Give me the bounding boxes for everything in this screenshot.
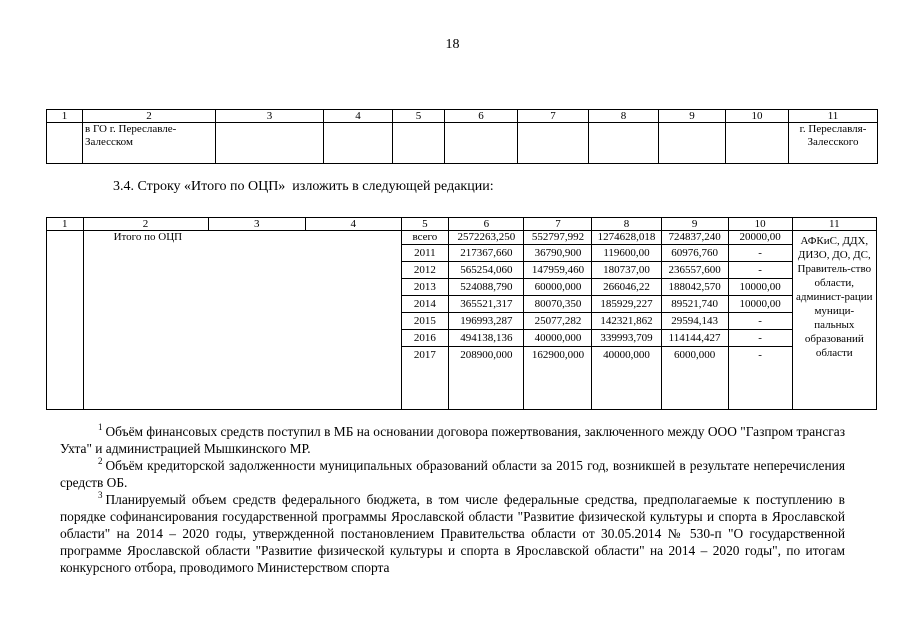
column-header: 7 (518, 110, 589, 123)
amount-cell: 365521,317 (449, 296, 524, 313)
amount-cell: 89521,740 (661, 296, 728, 313)
table-cell (592, 363, 661, 410)
total-label: Итого по ОЦП (83, 231, 401, 410)
year-cell: 2017 (401, 347, 449, 364)
amount-cell: 40000,000 (524, 330, 592, 347)
amount-cell: 80070,350 (524, 296, 592, 313)
table-cell (47, 123, 83, 164)
table-cell (393, 123, 445, 164)
amount-cell: 724837,240 (661, 231, 728, 245)
amount-cell: - (728, 330, 792, 347)
amount-cell: - (728, 313, 792, 330)
municipality-cell: в ГО г. Переславле-Залесском (83, 123, 216, 164)
column-header: 10 (728, 218, 792, 231)
table-cell (524, 363, 592, 410)
amount-cell: - (728, 262, 792, 279)
column-header: 3 (216, 110, 324, 123)
footnote (60, 423, 845, 457)
table-header-row (47, 110, 878, 123)
amount-cell: 236557,600 (661, 262, 728, 279)
amount-cell: 217367,660 (449, 245, 524, 262)
footnote-mark: 1 (98, 422, 103, 432)
footnote-mark: 3 (98, 490, 103, 500)
amount-cell: 36790,900 (524, 245, 592, 262)
table-cell (726, 123, 789, 164)
amount-cell: - (728, 347, 792, 364)
column-header: 11 (792, 218, 876, 231)
column-header: 3 (208, 218, 306, 231)
amount-cell: 162900,000 (524, 347, 592, 364)
table-continuation (46, 109, 878, 164)
amount-cell: 339993,709 (592, 330, 661, 347)
column-header: 8 (589, 110, 659, 123)
amount-cell: 142321,862 (592, 313, 661, 330)
amount-cell: 20000,00 (728, 231, 792, 245)
table-cell (445, 123, 518, 164)
section-heading: 3.4. Строку «Итого по ОЦП» изложить в следующей редакции: (113, 179, 494, 194)
column-header: 7 (524, 218, 592, 231)
amount-cell: 60976,760 (661, 245, 728, 262)
column-header: 5 (401, 218, 449, 231)
column-header: 6 (445, 110, 518, 123)
year-cell: 2015 (401, 313, 449, 330)
column-header: 4 (324, 110, 393, 123)
amount-cell: 40000,000 (592, 347, 661, 364)
amount-cell: 565254,060 (449, 262, 524, 279)
table-cell (401, 363, 449, 410)
year-cell: 2014 (401, 296, 449, 313)
amount-cell: 29594,143 (661, 313, 728, 330)
footnote-mark: 2 (98, 456, 103, 466)
column-header: 5 (393, 110, 445, 123)
table-cell (728, 363, 792, 410)
column-header: 2 (83, 110, 216, 123)
table-cell (216, 123, 324, 164)
table-row (47, 123, 878, 164)
table-row (47, 231, 877, 245)
table-cell (659, 123, 726, 164)
amount-cell: 524088,790 (449, 279, 524, 296)
amount-cell: 185929,227 (592, 296, 661, 313)
amount-cell: 6000,000 (661, 347, 728, 364)
year-cell: 2011 (401, 245, 449, 262)
table-header-row (47, 218, 877, 231)
year-cell: 2013 (401, 279, 449, 296)
table-cell (589, 123, 659, 164)
column-header: 10 (726, 110, 789, 123)
amount-cell: 60000,000 (524, 279, 592, 296)
amount-cell: 1274628,018 (592, 231, 661, 245)
column-header: 4 (306, 218, 401, 231)
column-header: 1 (47, 218, 84, 231)
column-header: 8 (592, 218, 661, 231)
responsible-cell: г. Переславля-Залесского (789, 123, 878, 164)
column-header: 2 (83, 218, 208, 231)
amount-cell: 208900,000 (449, 347, 524, 364)
table-cell (449, 363, 524, 410)
amount-cell: 147959,460 (524, 262, 592, 279)
table-cell (518, 123, 589, 164)
footnote-text: Объём кредиторской задолженности муниципальных образований области за 2015 год, возникшей в результате неперечисления средств ОБ. (60, 458, 845, 490)
footnote (60, 457, 845, 491)
amount-cell: 114144,427 (661, 330, 728, 347)
amount-cell: 25077,282 (524, 313, 592, 330)
table-cell (47, 231, 84, 410)
amount-cell: 10000,00 (728, 279, 792, 296)
amount-cell: 2572263,250 (449, 231, 524, 245)
footnote (60, 491, 845, 576)
year-cell: 2016 (401, 330, 449, 347)
amount-cell: 188042,570 (661, 279, 728, 296)
footnote-text: Планируемый объем средств федерального бюджета, в том числе федеральные средства, предполагаемые к поступлению в порядке софинансирования государственной программы Ярославской области "Развитие физической культуры и спорта в Ярославской области" на 2014 – 2020 годы, утвержденной постановлением Правительства области от 30.05.2014 № 530-п "О государственной программе Ярославской области "Развитие физической культуры и спорта в Ярославской области" на 2014 – 2020 годы", по итогам конкурсного отбора, проводимого Министерством спорта (60, 492, 845, 575)
column-header: 9 (659, 110, 726, 123)
amount-cell: 10000,00 (728, 296, 792, 313)
footnotes (60, 423, 845, 576)
amount-cell: 119600,00 (592, 245, 661, 262)
amount-cell: 196993,287 (449, 313, 524, 330)
amount-cell: - (728, 245, 792, 262)
page-number: 18 (445, 37, 460, 52)
table-cell (661, 363, 728, 410)
amount-cell: 180737,00 (592, 262, 661, 279)
table-cell (324, 123, 393, 164)
year-cell: 2012 (401, 262, 449, 279)
column-header: 9 (661, 218, 728, 231)
year-cell: всего (401, 231, 449, 245)
responsible-cell: АФКиС, ДДХ, ДИЗО, ДО, ДС, Правитель-ство области, админист-рации муници-пальных образований области (792, 231, 876, 410)
column-header: 6 (449, 218, 524, 231)
table-total-ocp (46, 217, 877, 410)
amount-cell: 266046,22 (592, 279, 661, 296)
amount-cell: 494138,136 (449, 330, 524, 347)
column-header: 1 (47, 110, 83, 123)
amount-cell: 552797,992 (524, 231, 592, 245)
footnote-text: Объём финансовых средств поступил в МБ на основании договора пожертвования, заключенного между ООО "Газпром трансгаз Ухта" и администрацией Мышкинского МР. (60, 424, 845, 456)
column-header: 11 (789, 110, 878, 123)
